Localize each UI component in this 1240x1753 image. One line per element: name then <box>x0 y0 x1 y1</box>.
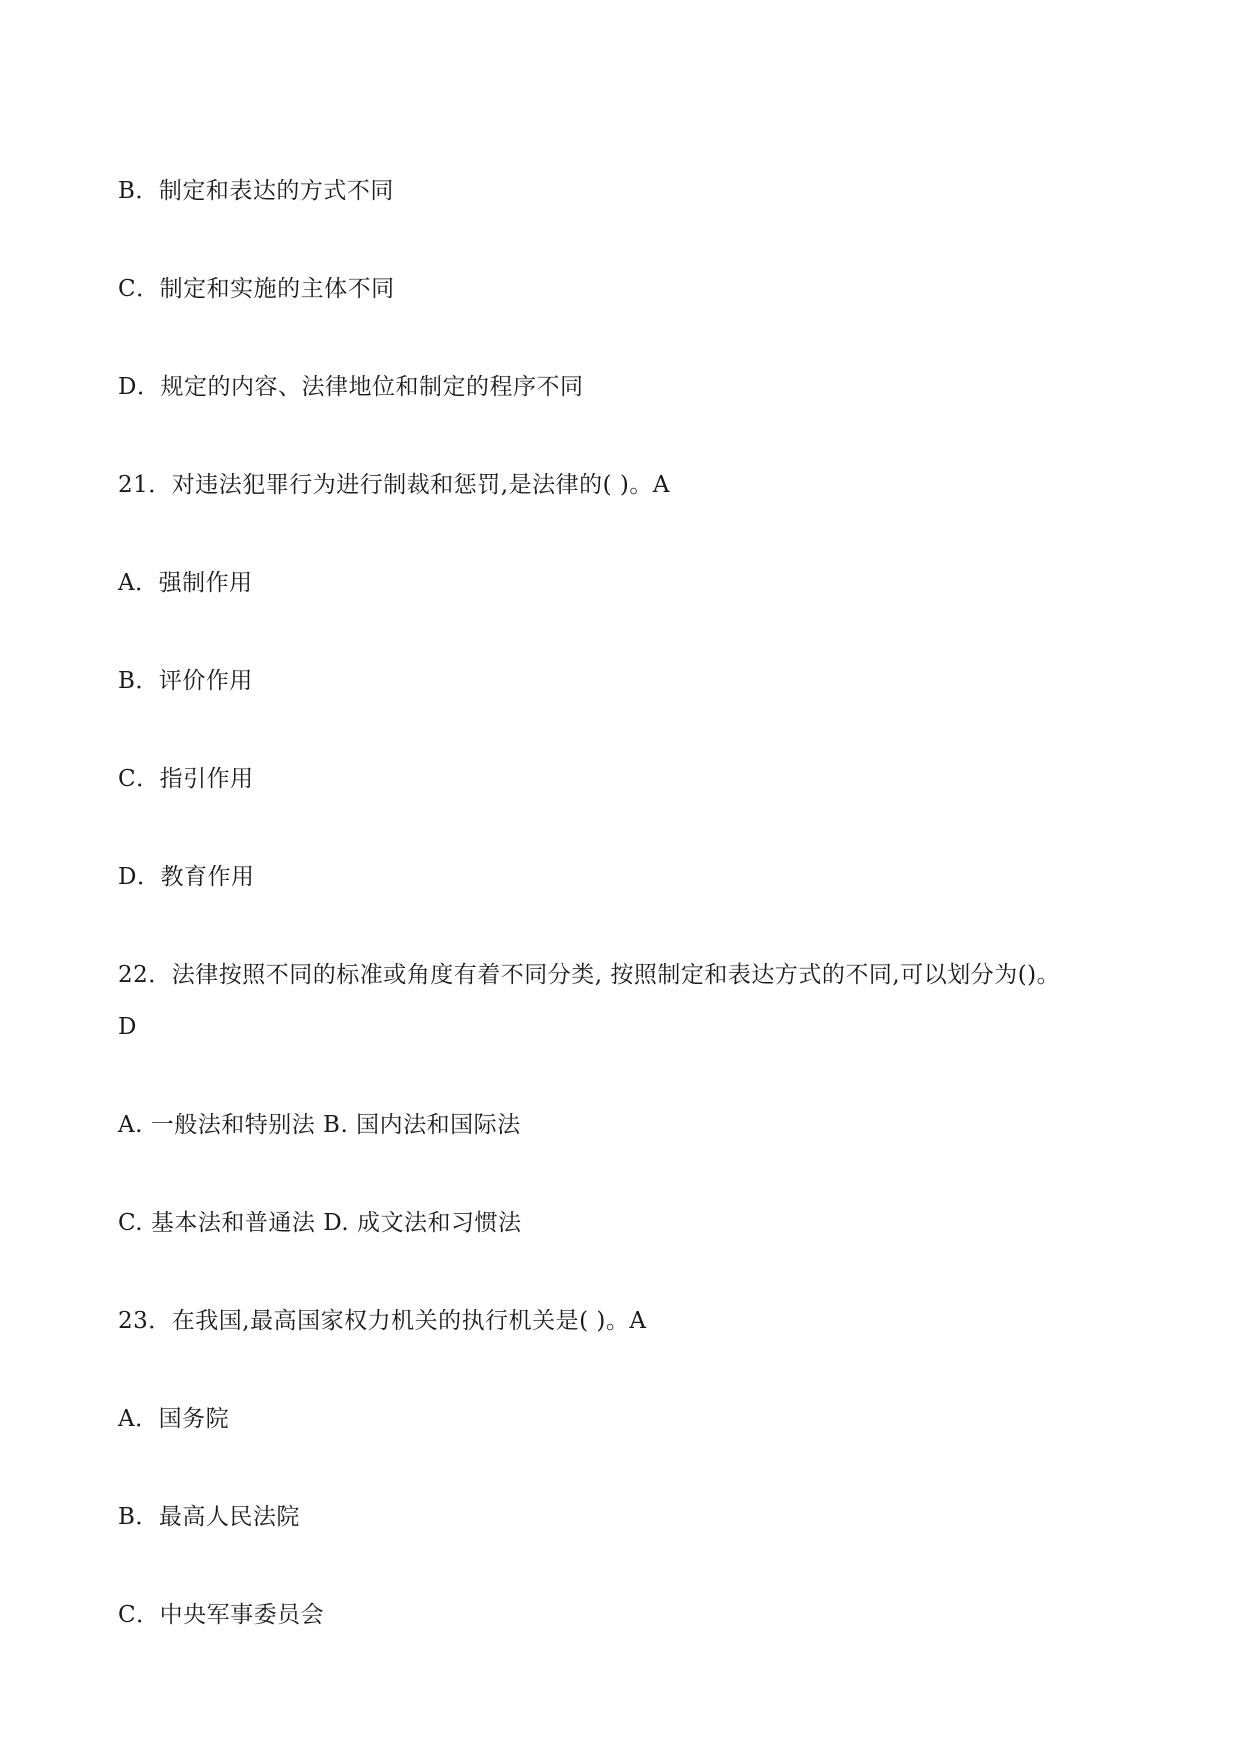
q22-options-ab: A. 一般法和特别法 B. 国内法和国际法 <box>118 1112 521 1138</box>
q21-option-c: C．指引作用 <box>118 766 254 792</box>
q21-option-a: A．强制作用 <box>118 570 253 596</box>
option-b-line: B．制定和表达的方式不同 <box>118 178 394 204</box>
question-22-answer: D <box>118 1014 137 1040</box>
q22-options-cd: C. 基本法和普通法 D. 成文法和习惯法 <box>118 1210 522 1236</box>
q23-option-c: C．中央军事委员会 <box>118 1602 325 1628</box>
question-23: 23．在我国,最高国家权力机关的执行机关是( )。A <box>118 1308 647 1334</box>
q23-option-a: A．国务院 <box>118 1406 230 1432</box>
option-d-line: D．规定的内容、法律地位和制定的程序不同 <box>118 374 584 400</box>
q21-option-d: D．教育作用 <box>118 864 255 890</box>
option-c-line: C．制定和实施的主体不同 <box>118 276 395 302</box>
question-21: 21．对违法犯罪行为进行制裁和惩罚,是法律的( )。A <box>118 472 670 498</box>
question-22: 22．法律按照不同的标准或角度有着不同分类, 按照制定和表达方式的不同,可以划分为()。 <box>118 962 1061 988</box>
q23-option-b: B．最高人民法院 <box>118 1504 300 1530</box>
q21-option-b: B．评价作用 <box>118 668 253 694</box>
